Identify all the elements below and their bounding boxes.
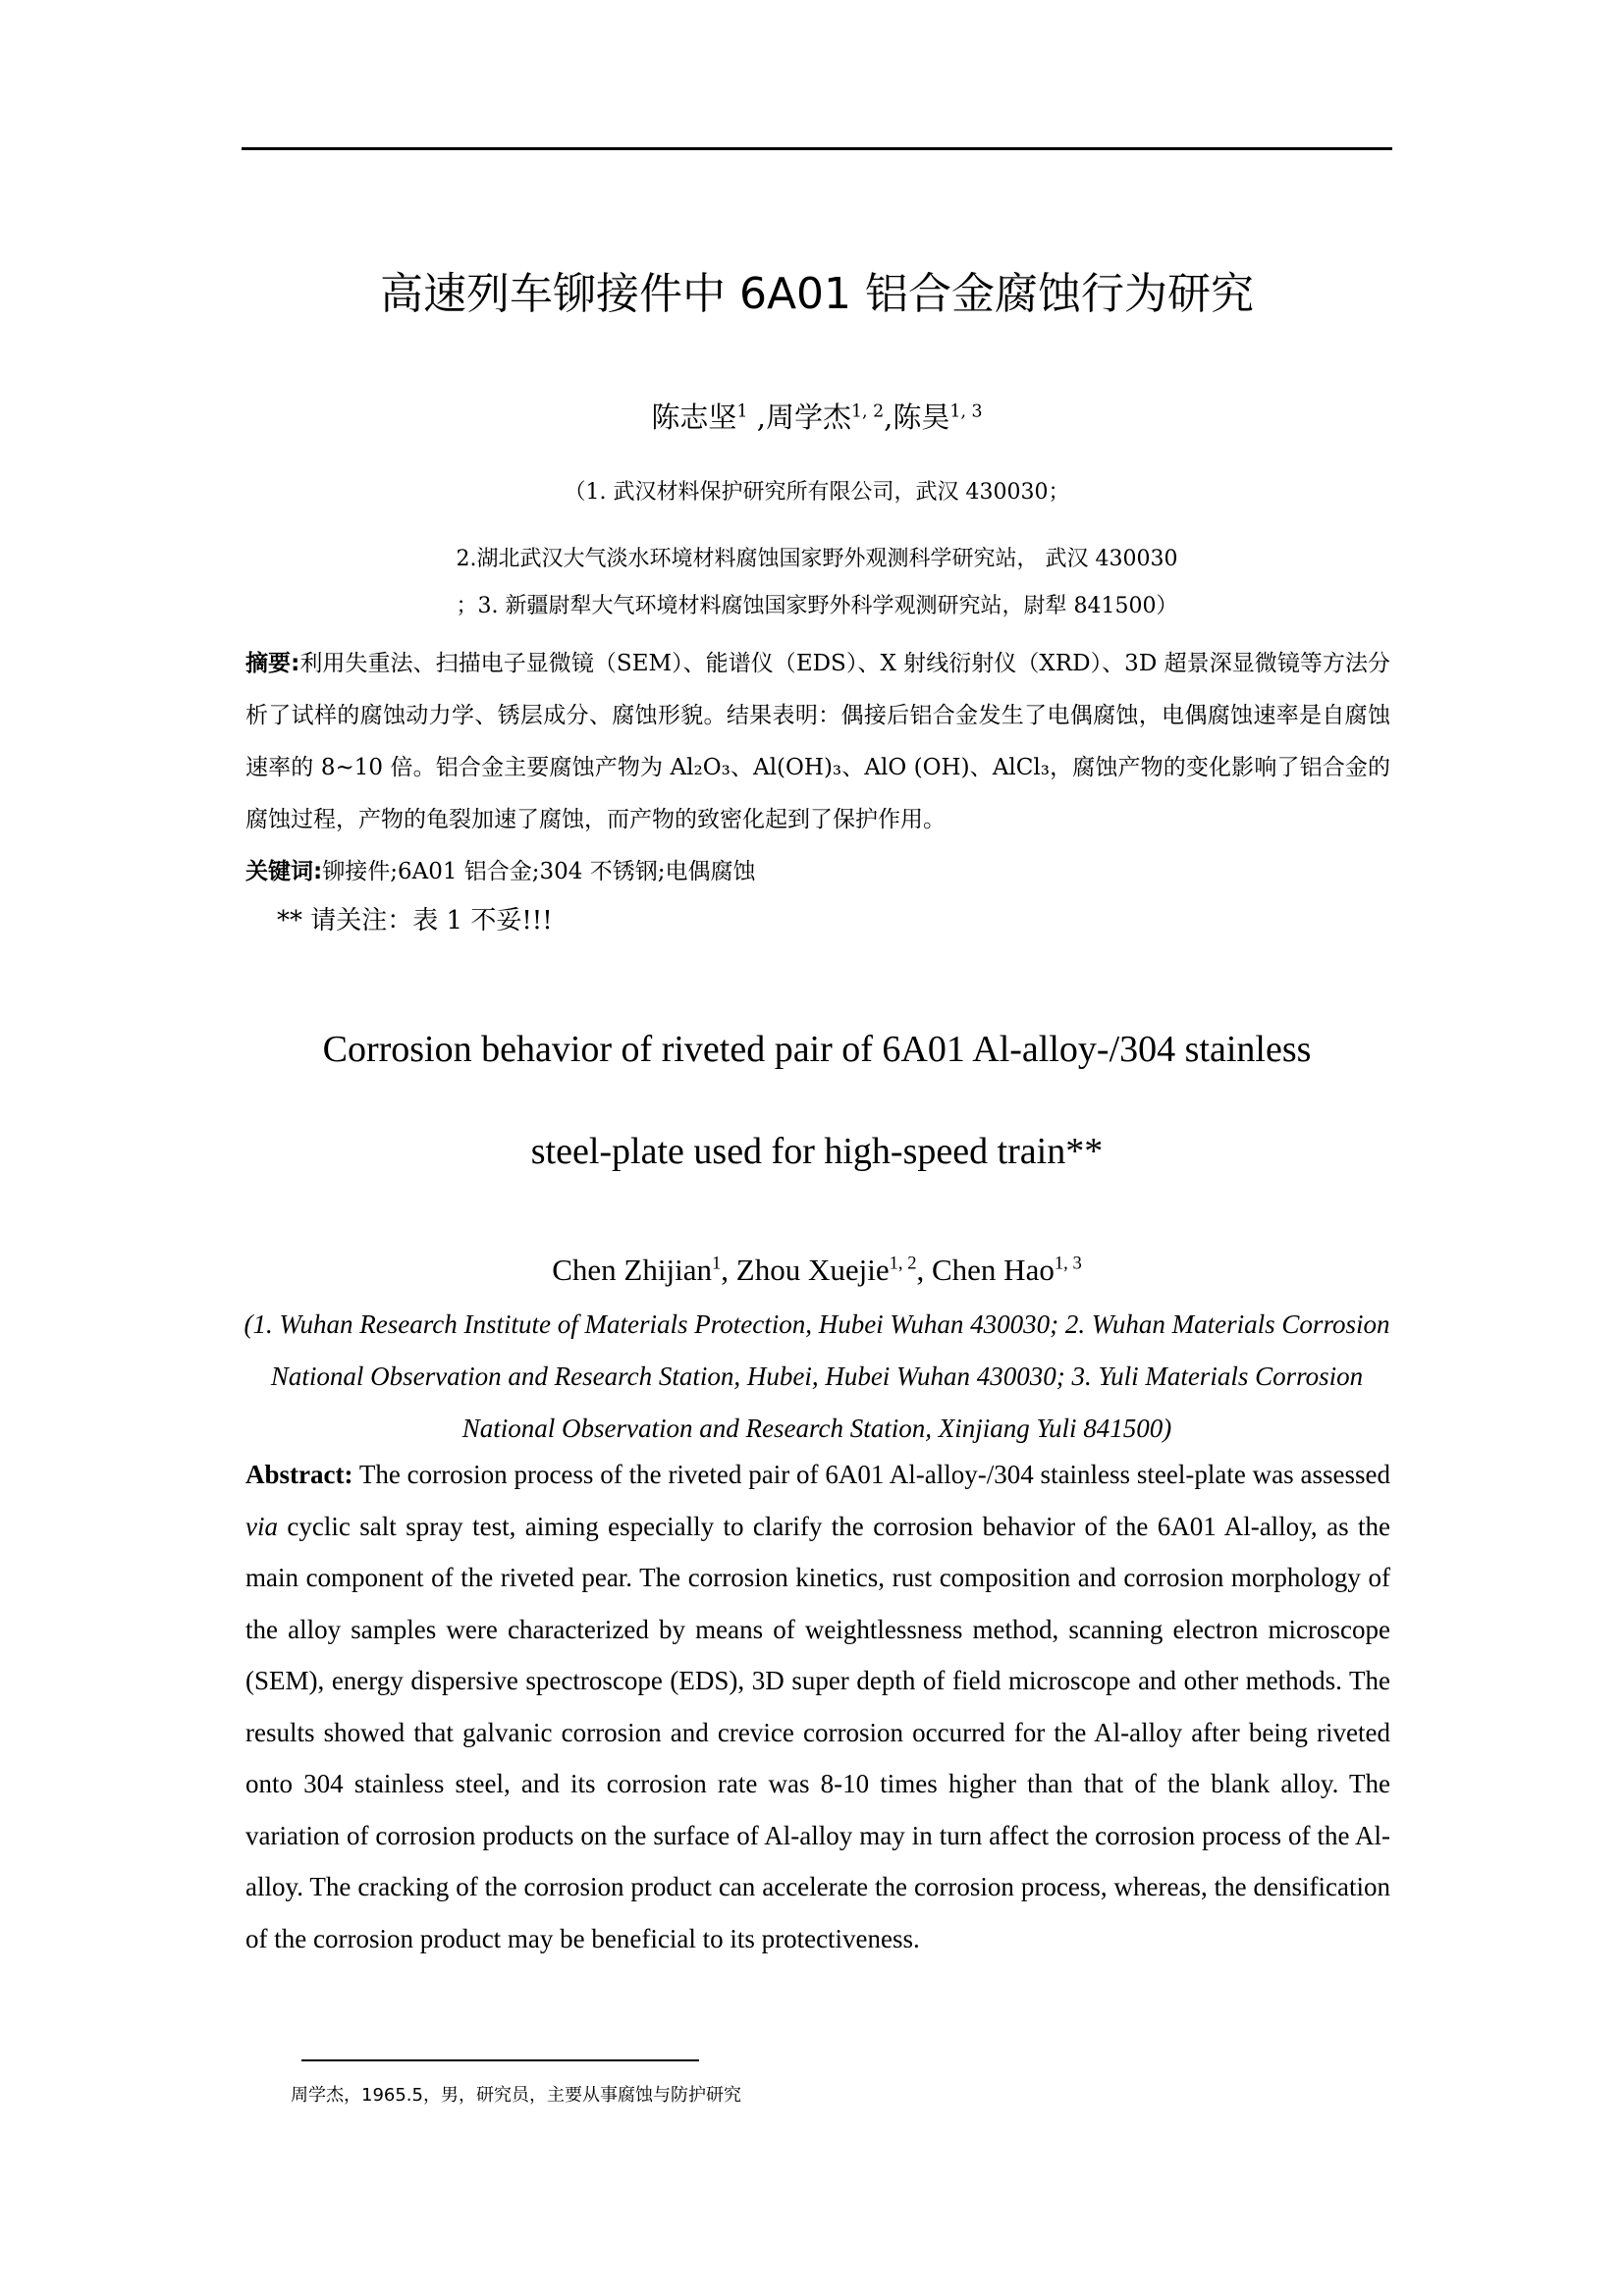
- chinese-abstract: [245, 638, 1390, 846]
- author-name: 陈昊: [893, 400, 950, 434]
- chinese-abstract-label: 摘要:: [245, 651, 300, 676]
- chinese-affiliation-line: ；3. 新疆尉犁大气环境材料腐蚀国家野外科学观测研究站，尉犁 841500）: [456, 594, 1178, 618]
- chinese-keywords-text: 铆接件;6A01 铝合金;304 不锈钢;电偶腐蚀: [322, 859, 756, 884]
- english-abstract-text: cyclic salt spray test, aiming especially to clarify the corrosion behavior of the 6A01 Al-alloy, as the main component of the riveted pear. The corrosion kinetics, rust composition and corrosion morphology of the alloy samples were characterized by means of weightlessness method, scanning electron microscope (SEM), energy dispersive spectroscope (EDS), 3D super depth of field microscope and other methods. The results showed that galvanic corrosion and crevice corrosion occurred for the Al-alloy after being riveted onto 304 stainless steel, and its corrosion rate was 8-10 times higher than that of the blank alloy. The variation of corrosion products on the surface of Al-alloy may in turn affect the corrosion process of the Al-alloy. The cracking of the corrosion product can accelerate the corrosion process, whereas, the densification of the corrosion product may be beneficial to its protectiveness.: [245, 1511, 1390, 1953]
- author-name: 周学杰: [765, 400, 851, 434]
- chinese-keywords: [245, 846, 1390, 898]
- english-abstract-italic: via: [245, 1511, 278, 1541]
- author-name: Chen Hao: [932, 1253, 1055, 1287]
- author-affiliation-mark: 1: [736, 401, 748, 422]
- english-authors: [242, 1249, 1392, 1292]
- author-affiliation-mark: 1: [711, 1253, 722, 1274]
- author-name: 陈志坚: [651, 400, 737, 434]
- english-abstract-label: Abstract:: [245, 1460, 353, 1489]
- author-affiliation-mark: 1, 3: [1054, 1253, 1082, 1274]
- author-name: Chen Zhijian: [552, 1253, 712, 1287]
- english-title-line: Corrosion behavior of riveted pair of 6A01 Al-alloy-/304 stainless: [322, 1029, 1312, 1070]
- chinese-affiliation-line: 2.湖北武汉大气淡水环境材料腐蚀国家野外观测科学研究站， 武汉 430030: [456, 547, 1178, 571]
- author-separator: ,: [747, 400, 766, 434]
- author-affiliation-mark: 1, 2: [850, 401, 885, 422]
- header-rule: [242, 147, 1392, 150]
- english-title-line: steel-plate used for high-speed train**: [530, 1131, 1104, 1172]
- author-name: Zhou Xuejie: [735, 1253, 890, 1287]
- author-separator: ,: [916, 1253, 932, 1287]
- review-note: ** 请关注：表 1 不妥!!!: [277, 906, 553, 935]
- chinese-abstract-text: 利用失重法、扫描电子显微镜（SEM）、能谱仪（EDS）、X 射线衍射仪（XRD）、3D 超景深显微镜等方法分析了试样的腐蚀动力学、锈层成分、腐蚀形貌。结果表明：偶接后铝合金发生了电偶腐蚀，电偶腐蚀速率是自腐蚀速率的 8~10 倍。铝合金主要腐蚀产物为 Al₂O₃、Al(OH)₃、AlO (OH)、AlCl₃，腐蚀产物的变化影响了铝合金的腐蚀过程，产物的龟裂加速了腐蚀，而产物的致密化起到了保护作用。: [245, 651, 1390, 832]
- english-abstract: [245, 1449, 1390, 1964]
- chinese-keywords-label: 关键词:: [245, 859, 323, 884]
- author-separator: ,: [721, 1253, 736, 1287]
- chinese-title: 高速列车铆接件中 6A01 铝合金腐蚀行为研究: [379, 269, 1255, 319]
- author-separator: ,: [884, 400, 893, 434]
- chinese-authors: [242, 398, 1392, 437]
- author-affiliation-mark: 1, 2: [889, 1253, 917, 1274]
- footnote: 周学杰，1965.5，男，研究员，主要从事腐蚀与防护研究: [291, 2085, 741, 2106]
- english-abstract-text: The corrosion process of the riveted pair of 6A01 Al-alloy-/304 stainless steel-plate was assessed: [352, 1460, 1390, 1489]
- chinese-affiliation-line: （1. 武汉材料保护研究所有限公司，武汉 430030；: [564, 480, 1070, 505]
- english-affiliations: (1. Wuhan Research Institute of Materials Protection, Hubei Wuhan 430030; 2. Wuhan Materials Corrosion National Observation and Research Station, Hubei, Hubei Wuhan 430030; 3. Yuli Materials Corrosion National Observation and Research Station, Xinjiang Yuli 841500): [244, 1309, 1390, 1443]
- english-title: [242, 998, 1392, 1202]
- footnote-rule: [301, 2059, 699, 2061]
- author-affiliation-mark: 1, 3: [949, 401, 983, 422]
